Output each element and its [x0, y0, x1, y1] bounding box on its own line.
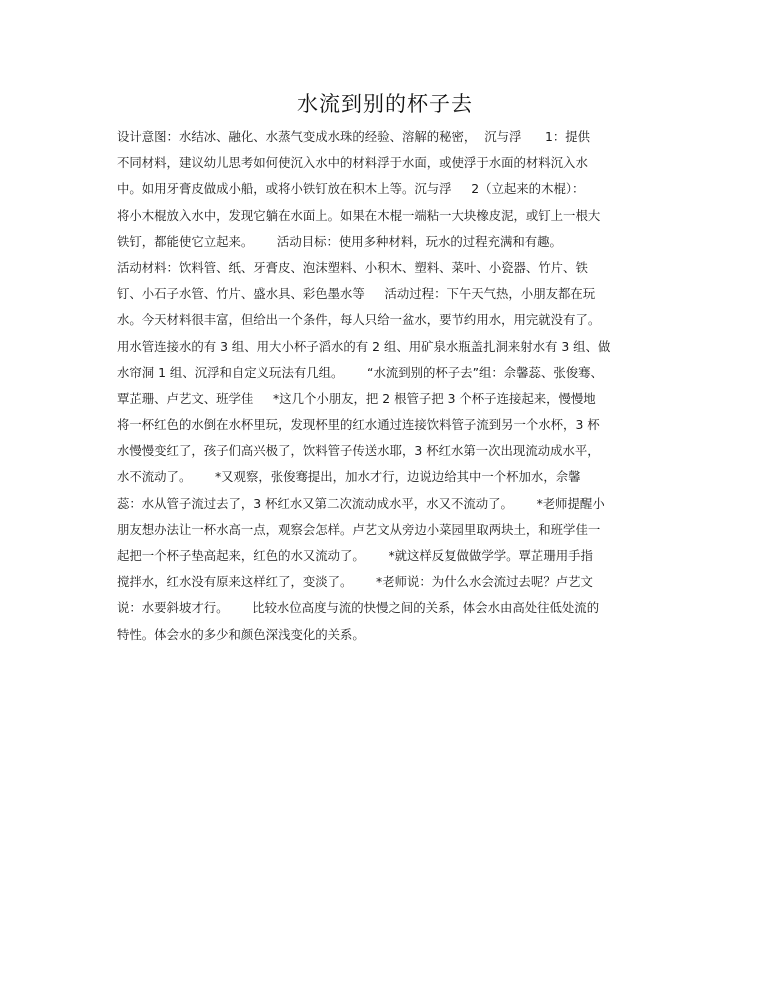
body-line: 中。如用牙膏皮做成小船，或将小铁钉放在积木上等。沉与浮 2（立起来的木棍）： — [117, 181, 585, 197]
body-line: 将一杯红色的水倒在水杯里玩，发现杯里的红水通过连接饮料管子流到另一个水杯，3 杯 — [117, 417, 600, 433]
body-line: 水慢慢变红了，孩子们高兴极了，饮料管子传送水耶，3 杯红水第一次出现流动成水平， — [117, 443, 600, 459]
body-line: 水帘洞 1 组、沉浮和自定义玩法有几组。 “水流到别的杯子去”组：佘馨蕊、张俊骞、 — [117, 364, 603, 380]
body-line: 朋友想办法让一杯水高一点，观察会怎样。卢艺文从旁边小菜园里取两块土，和班学佳一 — [117, 521, 601, 537]
document-body — [117, 124, 657, 648]
body-line: 说：水要斜坡才行。 比较水位高度与流的快慢之间的关系，体会水由高处往低处流的 — [117, 600, 600, 616]
body-line: 钉、小石子水管、竹片、盛水具、彩色墨水等 活动过程：下午天气热，小朋友都在玩 — [117, 286, 596, 302]
body-line: 特性。体会水的多少和颜色深浅变化的关系。 — [117, 626, 365, 642]
body-line: 起把一个杯子垫高起来，红色的水又流动了。 *就这样反复做做学学。覃芷珊用手指 — [117, 548, 593, 563]
body-line: 蕊：水从管子流过去了，3 杯红水又第二次流动成水平，水又不流动了。 *老师提醒小 — [117, 495, 605, 511]
body-line: 活动材料：饮料管、纸、牙膏皮、泡沫塑料、小积木、塑料、菜叶、小瓷器、竹片、铁 — [117, 259, 588, 275]
body-line: 搅拌水，红水没有原来这样红了，变淡了。 *老师说：为什么水会流过去呢？卢艺文 — [117, 574, 593, 590]
body-line: 用水管连接水的有 3 组、用大小杯子滔水的有 2 组、用矿泉水瓶盖扎洞来射水有 3 组、做 — [117, 338, 611, 354]
body-line: 覃芷珊、卢艺文、班学佳 *这几个小朋友，把 2 根管子把 3 个杯子连接起来，慢慢地 — [117, 390, 596, 406]
body-line: 铁钉，都能使它立起来。 活动目标：使用多种材料，玩水的过程充满和有趣。 — [117, 233, 562, 249]
body-line: 水不流动了。 *又观察，张俊骞提出，加水才行，边说边给其中一个杯加水，佘馨 — [117, 469, 581, 485]
body-line: 设计意图：水结冰、融化、水蒸气变成水珠的经验、溶解的秘密， 沉与浮 1：提供 — [117, 129, 591, 144]
body-line: 不同材料，建议幼儿思考如何使沉入水中的材料浮于水面，或使浮于水面的材料沉入水 — [117, 155, 588, 171]
body-line: 将小木棍放入水中，发现它躺在水面上。如果在木棍一端粘一大块橡皮泥，或钉上一根大 — [117, 207, 601, 223]
document-title: 水流到别的杯子去 — [297, 92, 473, 116]
body-line: 水。今天材料很丰富，但给出一个条件，每人只给一盆水，要节约用水，用完就没有了。 — [117, 312, 601, 328]
